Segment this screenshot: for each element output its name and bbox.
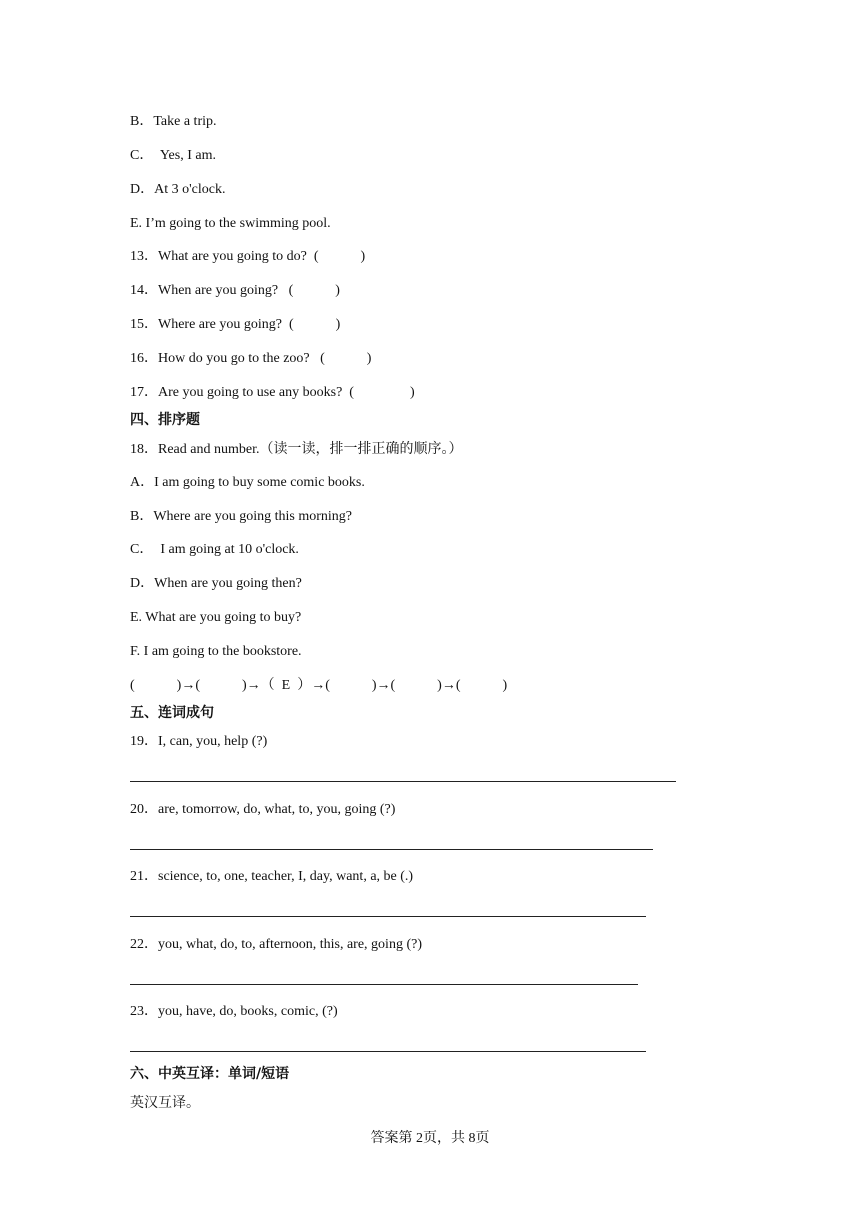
answer-line-19[interactable]	[130, 781, 676, 782]
question-20: 20．are, tomorrow, do, what, to, you, going (?)	[130, 802, 396, 817]
section-5-title: 五、连词成句	[130, 705, 214, 721]
section-6-instruction: 英汉互译。	[130, 1095, 200, 1111]
match-option-d: D．At 3 o'clock.	[130, 182, 226, 197]
order-option-f: F. I am going to the bookstore.	[130, 644, 302, 659]
answer-line-21[interactable]	[130, 916, 646, 917]
section-6-title: 六、中英互译：单词/短语	[130, 1066, 290, 1082]
page-footer: 答案第 2页，共 8页	[370, 1131, 490, 1146]
answer-line-23[interactable]	[130, 1051, 646, 1052]
question-22: 22．you, what, do, to, afternoon, this, are, going (?)	[130, 937, 422, 952]
question-19: 19．I, can, you, help (?)	[130, 734, 268, 749]
question-18-text: 18．Read and number.	[130, 442, 260, 457]
order-option-e: E. What are you going to buy?	[130, 610, 302, 625]
order-option-b: B．Where are you going this morning?	[130, 509, 353, 524]
match-option-c: C． Yes, I am.	[130, 148, 216, 163]
match-option-b: B．Take a trip.	[130, 114, 217, 129]
question-14: 14．When are you going? ( )	[130, 283, 340, 298]
section-4-title: 四、排序题	[130, 412, 200, 428]
question-15: 15．Where are you going? ( )	[130, 317, 341, 332]
order-option-a: A．I am going to buy some comic books.	[130, 475, 365, 490]
order-option-d: D．When are you going then?	[130, 576, 302, 591]
question-16: 16．How do you go to the zoo? ( )	[130, 351, 372, 366]
answer-line-20[interactable]	[130, 849, 653, 850]
answer-line-22[interactable]	[130, 984, 638, 985]
question-13: 13．What are you going to do? ( )	[130, 249, 366, 264]
question-17: 17．Are you going to use any books? ( )	[130, 385, 415, 400]
match-option-e: E. I’m going to the swimming pool.	[130, 216, 331, 231]
question-18	[130, 440, 462, 459]
order-answer-line: ( )→( )→（ E ）→( )→( )→( )	[130, 678, 508, 693]
order-option-c: C． I am going at 10 o'clock.	[130, 542, 299, 557]
question-18-instruction: （读一读，排一排正确的顺序。）	[259, 441, 463, 457]
question-21: 21．science, to, one, teacher, I, day, want, a, be (.)	[130, 869, 414, 884]
question-23: 23．you, have, do, books, comic, (?)	[130, 1004, 338, 1019]
